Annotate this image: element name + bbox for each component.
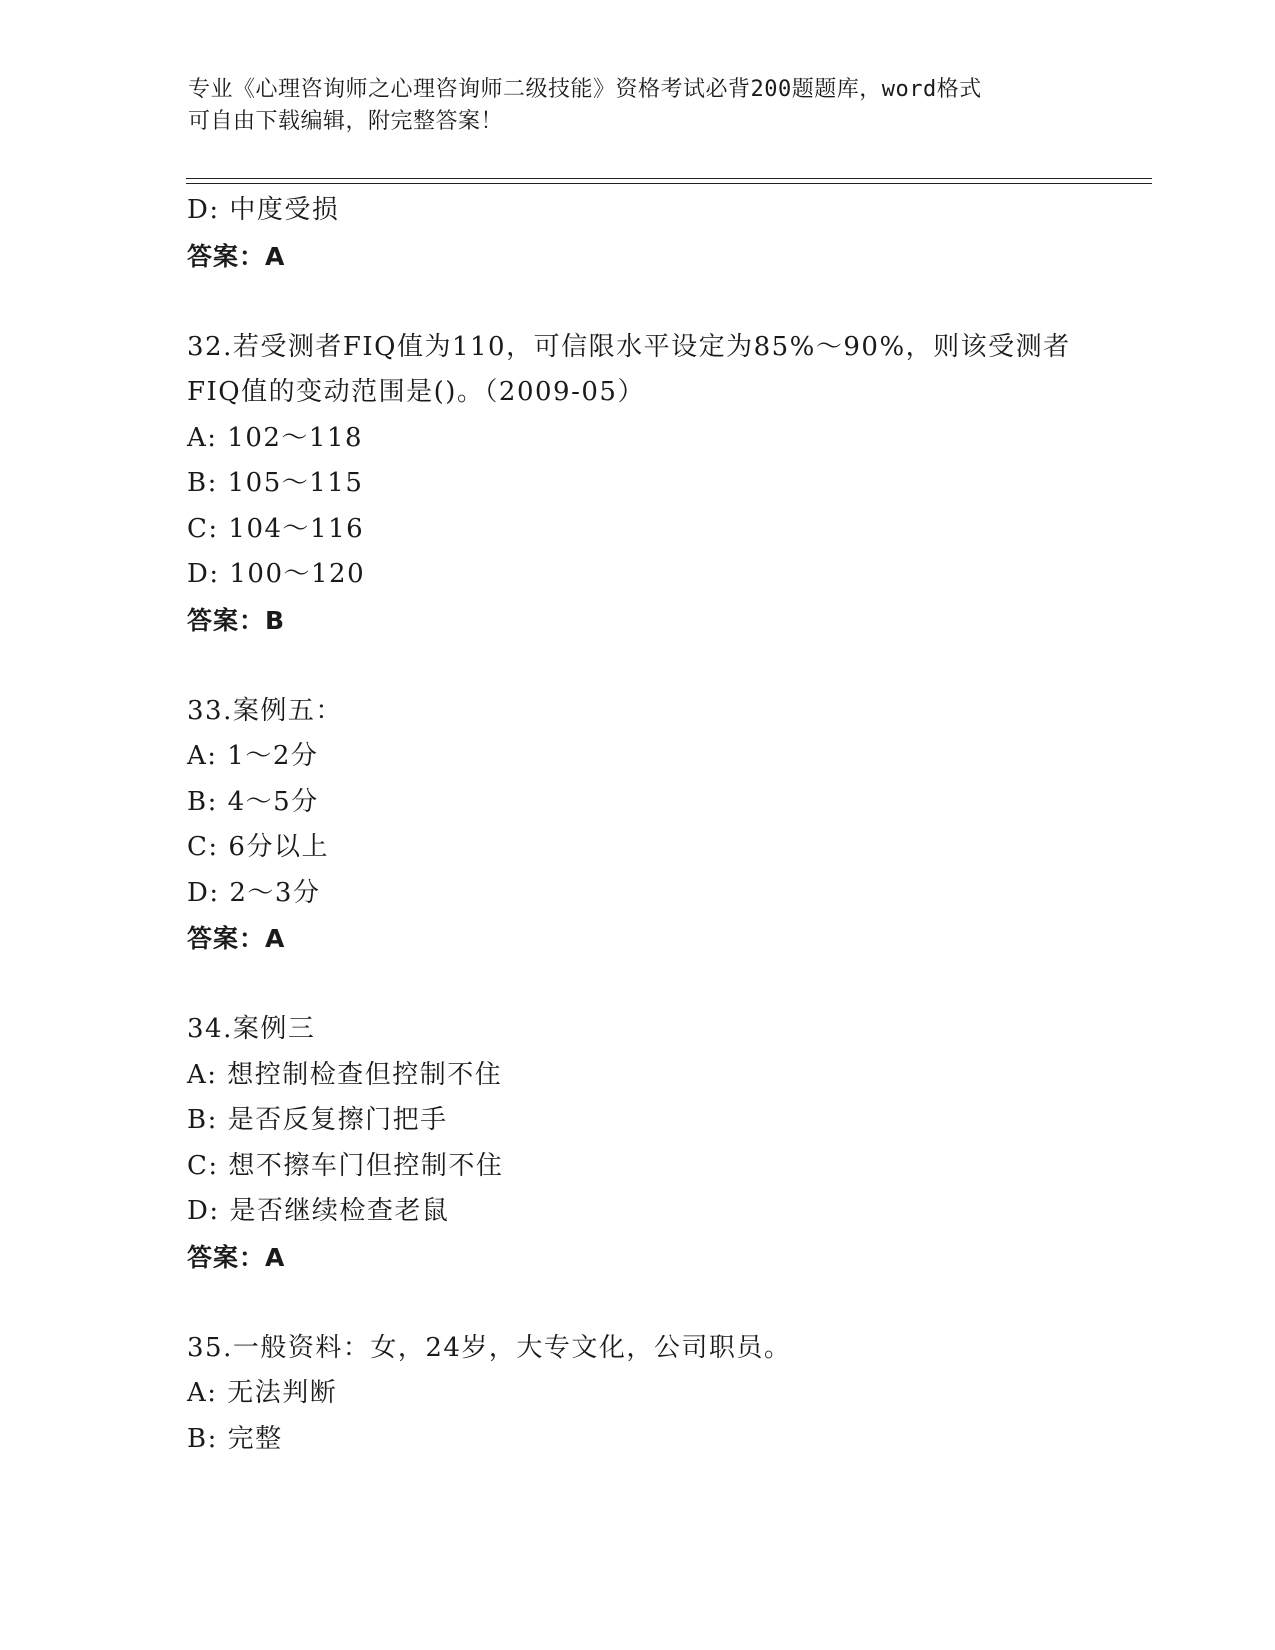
answer: 答案：A	[187, 1242, 286, 1272]
answer: 答案：A	[187, 241, 286, 271]
question-stem: 32.若受测者FIQ值为110，可信限水平设定为85%～90%，则该受测者	[187, 331, 1071, 362]
option-b: B: 是否反复擦门把手	[187, 1105, 448, 1135]
spacer	[187, 1280, 1187, 1326]
answer: 答案：A	[187, 924, 286, 953]
question-stem-continued: FIQ值的变动范围是()。（2009-05）	[187, 377, 645, 407]
page-header	[188, 74, 1088, 138]
spacer	[187, 962, 1187, 1008]
option-c: C: 104～116	[187, 513, 365, 544]
option-a: A: 102～118	[187, 422, 364, 453]
option-d: D: 中度受损	[187, 195, 340, 225]
answer: 答案：B	[187, 605, 286, 635]
question-33	[187, 689, 1187, 962]
option-b: B: 4～5分	[187, 786, 319, 817]
question-stem: 33.案例五：	[187, 695, 343, 726]
option-a: A: 1～2分	[187, 741, 319, 771]
option-d: D: 2～3分	[187, 877, 321, 908]
option-d: D: 100～120	[187, 559, 366, 589]
spacer	[187, 279, 1187, 325]
option-c: C: 6分以上	[187, 832, 329, 862]
header-divider-bottom	[186, 183, 1152, 184]
option-b: B: 105～115	[187, 468, 364, 498]
question-31	[187, 188, 1187, 279]
option-a: A: 无法判断	[187, 1378, 338, 1408]
header-line-1: 专业《心理咨询师之心理咨询师二级技能》资格考试必背200题题库，word格式	[188, 77, 982, 102]
option-c: C: 想不擦车门但控制不住	[187, 1150, 504, 1181]
question-stem: 34.案例三	[187, 1014, 316, 1044]
question-stem: 35.一般资料：女，24岁，大专文化，公司职员。	[187, 1332, 792, 1363]
header-line-2: 可自由下载编辑，附完整答案！	[188, 109, 504, 134]
header-divider-top	[186, 178, 1152, 179]
option-b: B: 完整	[187, 1423, 283, 1454]
question-list	[187, 188, 1187, 1462]
question-34	[187, 1007, 1187, 1280]
question-35	[187, 1326, 1187, 1463]
option-a: A: 想控制检查但控制不住	[187, 1059, 503, 1090]
question-32	[187, 325, 1187, 644]
spacer	[187, 643, 1187, 689]
option-d: D: 是否继续检查老鼠	[187, 1196, 450, 1226]
